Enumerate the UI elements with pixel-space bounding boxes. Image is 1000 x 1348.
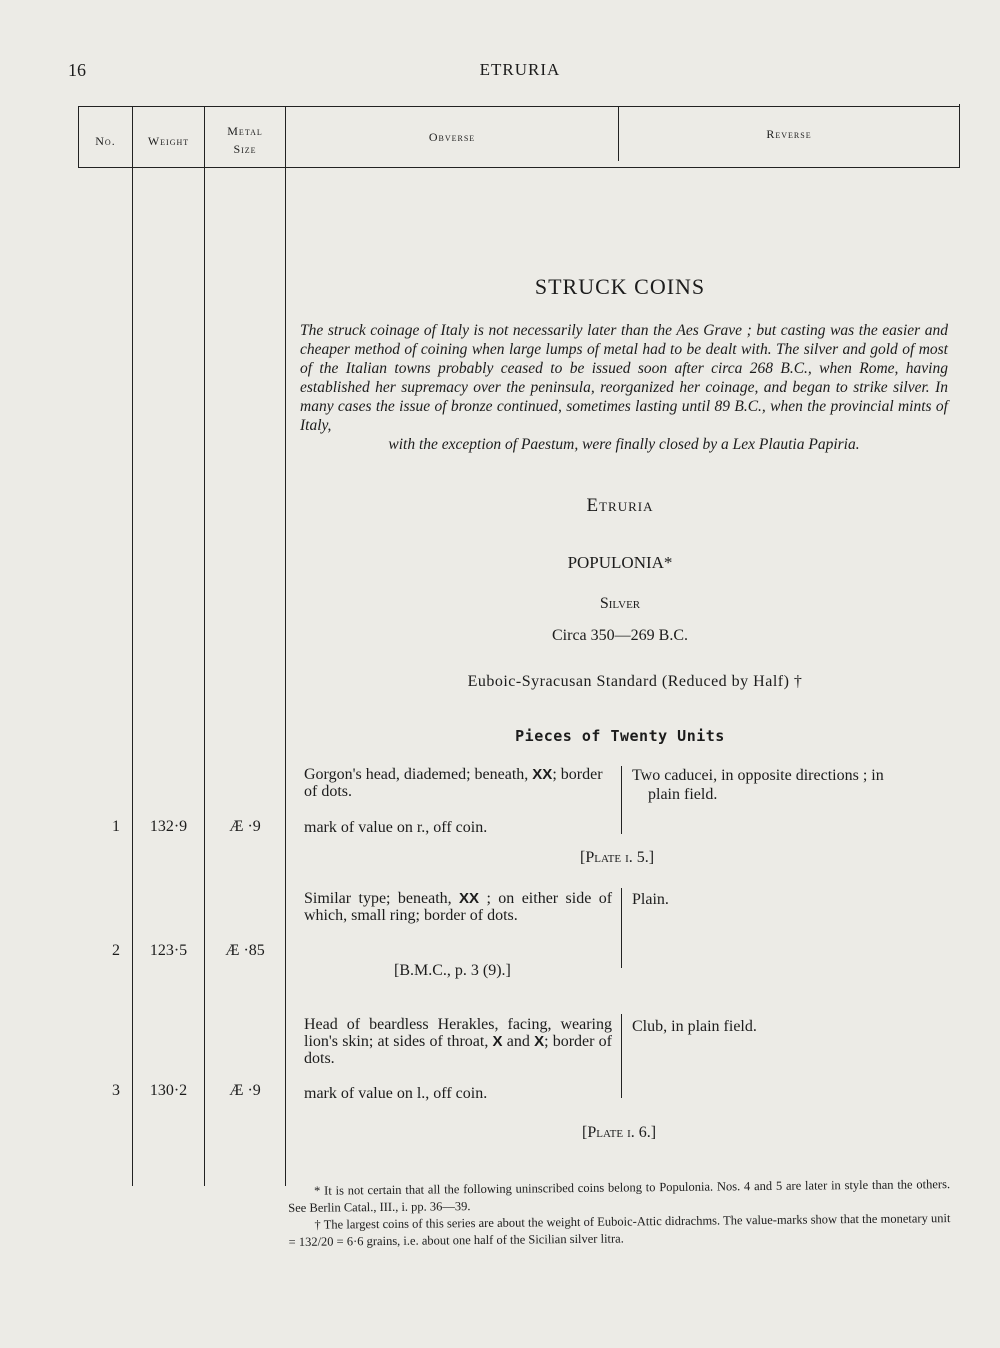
coin3-divider: [621, 1014, 622, 1098]
coin1-divider: [621, 766, 622, 834]
coin1-reverse-line2: plain field.: [648, 786, 718, 803]
col-divider-weight: [204, 106, 205, 1186]
page-number: 16: [68, 60, 86, 80]
metal-heading: Silver: [599, 595, 641, 612]
coin2-obverse-text: Similar type; beneath,: [304, 890, 452, 907]
coin1-value-mark: XX: [532, 766, 553, 783]
coin2-metal-size: Æ ·85: [225, 942, 265, 959]
intro-text: The struck coinage of Italy is not necessarily later than the Aes Grave ; but casting was the easier and cheaper method of coining when large lumps of metal had to be dealt with. The silver and gold of most of the Italian towns probably ceased to be issued soon after circa 268 B.C., when Rome, having established her supremacy over the peninsula, reorganized her coinage, and began to strike silver. In many cases the issue of bronze continued, sometimes lasting until 89 B.C., when the provincial mints of Italy,: [300, 322, 948, 434]
date-heading: Circa 350—269 B.C.: [552, 627, 688, 644]
footnote-1: * It is not certain that all the following uninscribed coins belong to Populonia. Nos. 4 and 5 are later in style than the others. See Berlin Catal., III., i. pp. 36—39.: [288, 1177, 951, 1215]
coin1-number: 1: [112, 818, 120, 835]
coin1-obverse-text2: ; border of dots.: [304, 766, 603, 800]
footnotes: [288, 1176, 951, 1251]
coin1-reverse-line1: Two caducei, in opposite directions ; in: [632, 767, 884, 784]
col-divider-metal: [285, 106, 286, 1186]
coin1-obverse-note: mark of value on r., off coin.: [304, 819, 488, 836]
coin3-obverse: [304, 1016, 612, 1067]
coin2-weight: 123·5: [149, 942, 188, 959]
coin3-weight: 130·2: [149, 1082, 188, 1099]
coin3-value-mark-right: X: [492, 1033, 503, 1050]
coin1-plate-ref: [Plate i. 5.]: [580, 849, 655, 866]
city-heading: POPULONIA*: [567, 553, 673, 572]
coin3-obverse-text2: ; border of dots.: [304, 1033, 613, 1067]
coin2-divider: [621, 888, 622, 968]
coin3-reverse: Club, in plain field.: [632, 1018, 757, 1035]
region-heading: Etruria: [586, 495, 654, 516]
header-weight: Weight: [147, 134, 190, 148]
coin2-value-mark: XX: [459, 890, 480, 907]
header-metal: Metal: [227, 124, 263, 138]
coin2-number: 2: [112, 942, 120, 959]
coin2-bmc-ref: [B.M.C., p. 3 (9).]: [394, 962, 511, 979]
coin3-obverse-text: Head of beardless Herakles, facing, wearing lion's skin; at sides of throat,: [304, 1016, 612, 1050]
coin1-obverse-text: Gorgon's head, diademed; beneath,: [304, 766, 529, 783]
header-size: Size: [233, 142, 257, 156]
coin3-plate-ref: [Plate i. 6.]: [582, 1124, 657, 1141]
footnote-2: † The largest coins of this series are about the weight of Euboic-Attic didrachms. The value-marks show that the monetary unit = 132/20 = 6·6 grains, i.e. about one half of the Sicilian silver litra.: [288, 1211, 951, 1249]
table-header-rule: [78, 167, 960, 168]
coin2-obverse-text2: ; on either side of which, small ring; border of dots.: [304, 890, 613, 924]
coin3-obverse-note: mark of value on l., off coin.: [304, 1085, 488, 1102]
table-right-border: [959, 104, 960, 168]
coin3-value-mark-left: X: [534, 1033, 545, 1050]
intro-last-line: with the exception of Paestum, were finally closed by a Lex Plautia Papiria.: [388, 436, 860, 453]
table-top-rule: [78, 106, 960, 107]
section-title: STRUCK COINS: [534, 274, 706, 299]
standard-heading: Euboic-Syracusan Standard (Reduced by Half) †: [467, 673, 803, 690]
coin1-metal-size: Æ ·9: [229, 818, 261, 835]
denomination-heading: Pieces of Twenty Units: [515, 727, 725, 745]
coin3-metal-size: Æ ·9: [229, 1082, 261, 1099]
running-head: ETRURIA: [479, 60, 561, 79]
coin1-weight: 132·9: [149, 818, 188, 835]
intro-paragraph: [300, 321, 948, 454]
header-obverse: Obverse: [428, 130, 476, 144]
col-divider-no: [132, 106, 133, 1186]
coin2-obverse: [304, 890, 612, 924]
coin2-reverse: Plain.: [632, 891, 669, 908]
header-no: No.: [95, 134, 116, 148]
coin3-number: 3: [112, 1082, 120, 1099]
header-reverse: Reverse: [766, 127, 812, 141]
coin3-obverse-and: and: [506, 1033, 530, 1050]
coin1-obverse: [304, 766, 612, 800]
